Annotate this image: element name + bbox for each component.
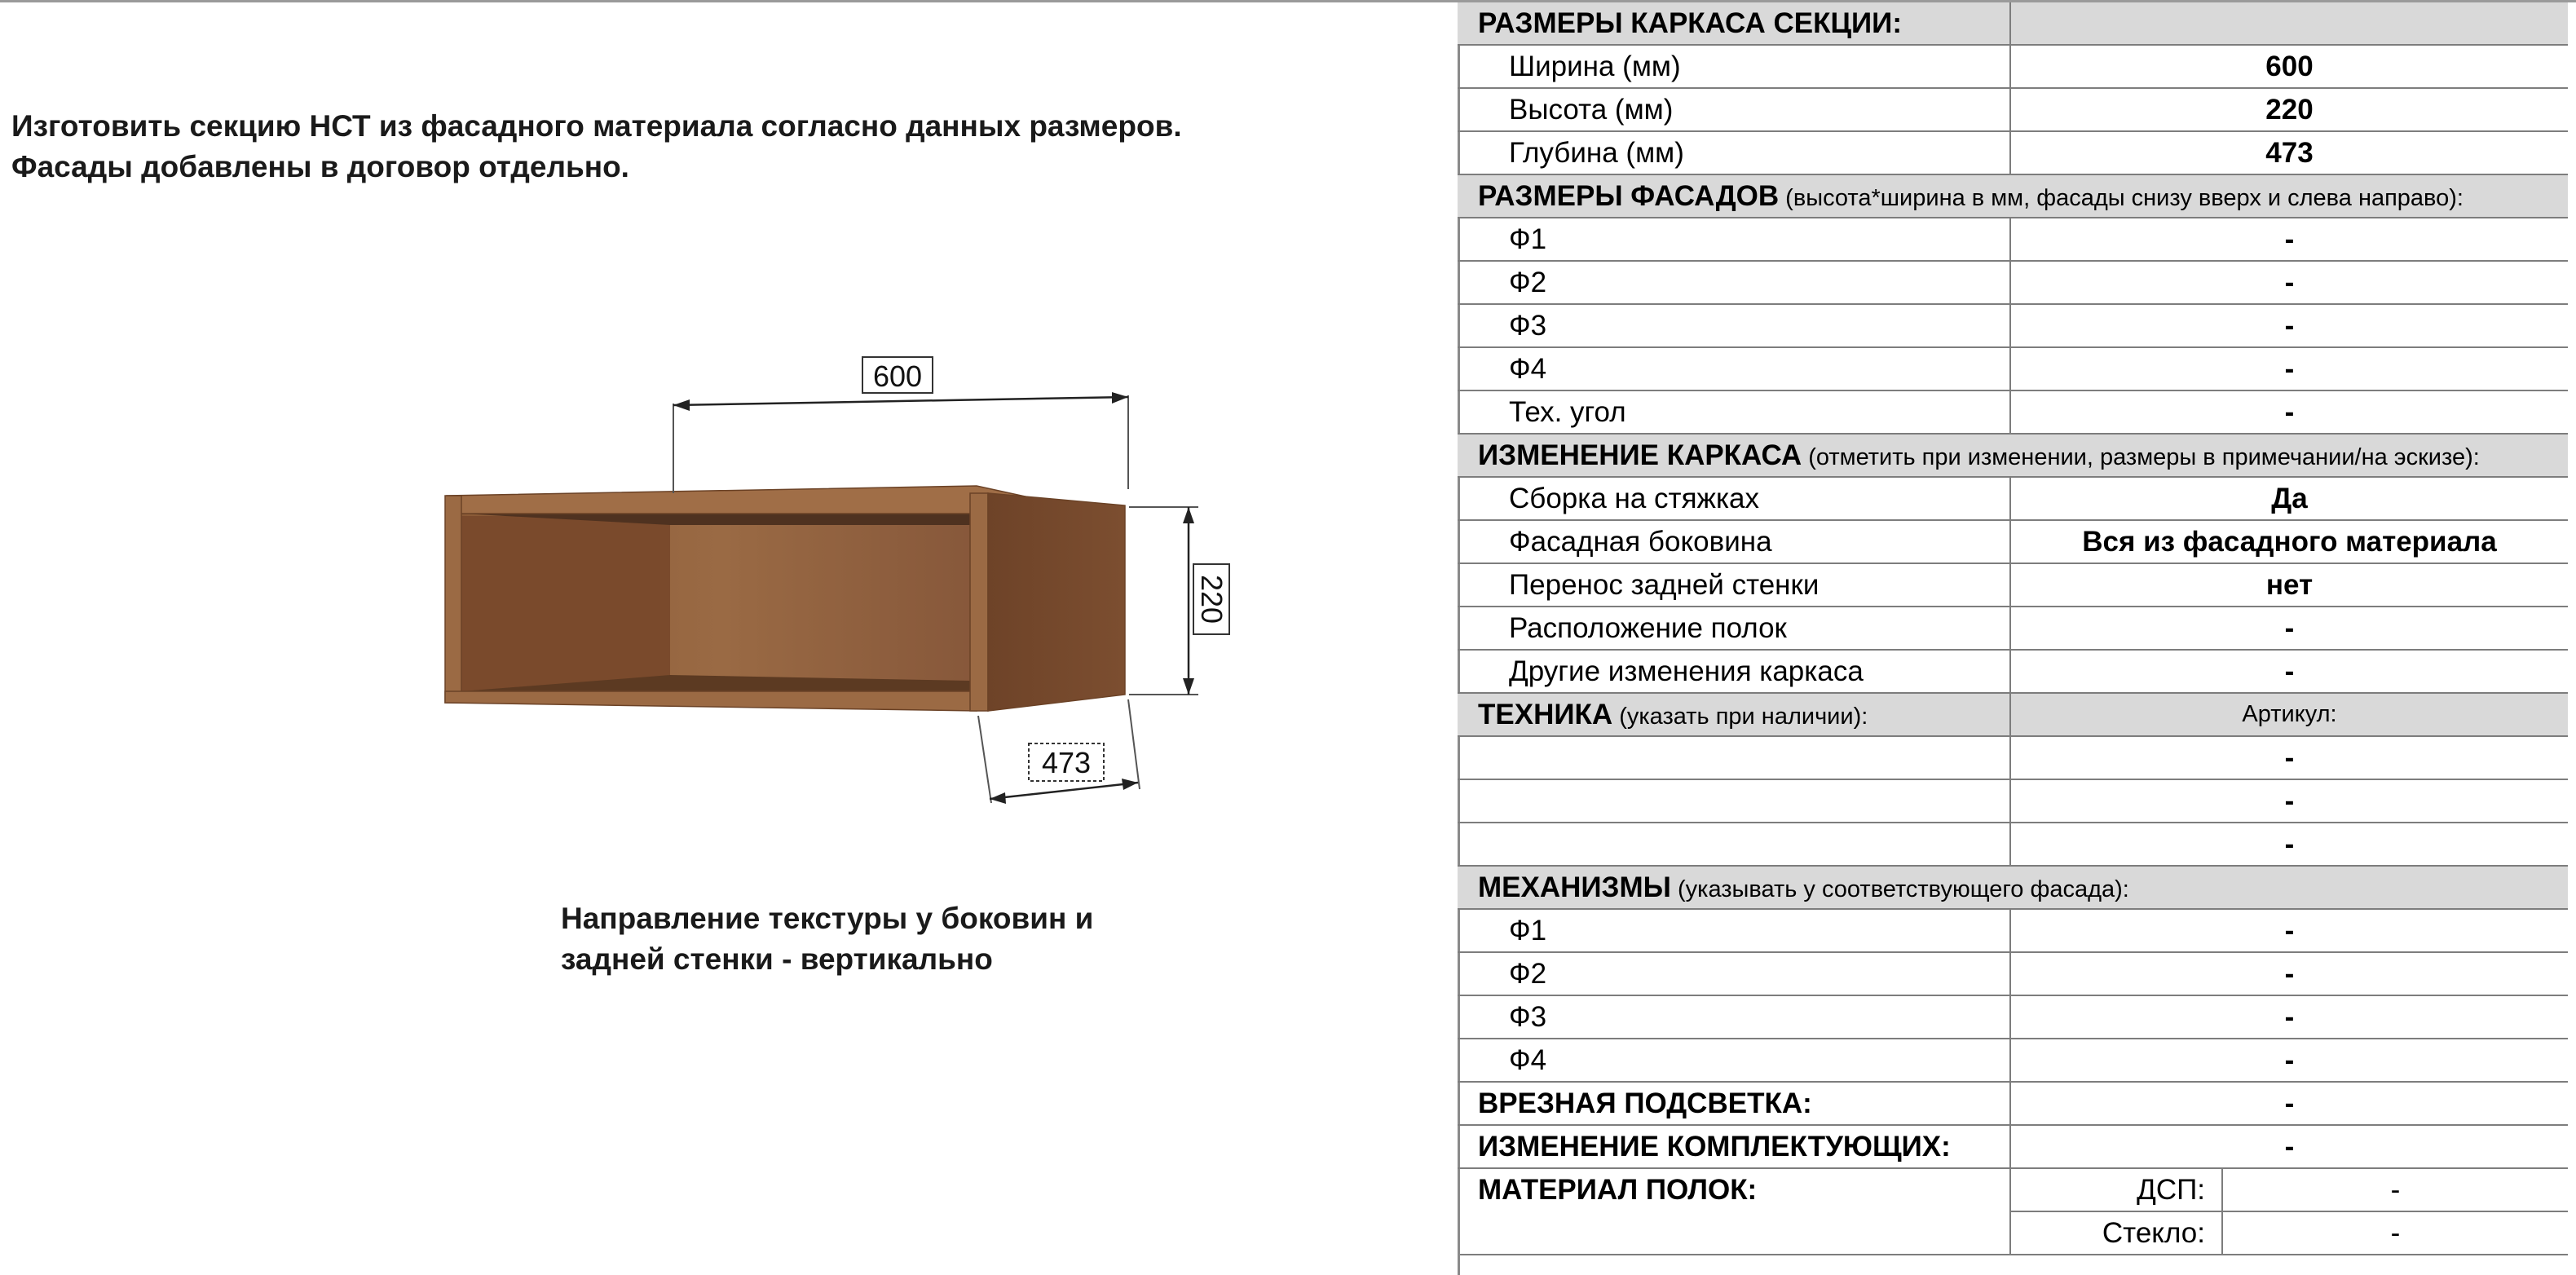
shelves-position-value[interactable]: - bbox=[2284, 612, 2295, 644]
bottom-panel bbox=[445, 691, 977, 711]
height-dimension bbox=[1129, 507, 1229, 695]
shelf-material-row-glass bbox=[2011, 1212, 2568, 1255]
width-dimension bbox=[673, 357, 1128, 493]
texture-note-line-1: Направление текстуры у боковин и bbox=[561, 902, 1094, 935]
change-header-note: (отметить при изменении, размеры в примечании/на эскизе): bbox=[1802, 444, 2480, 470]
mech-header-title: МЕХАНИЗМЫ bbox=[1478, 871, 1671, 903]
facade-side-value[interactable]: Вся из фасадного материала bbox=[2082, 526, 2497, 558]
texture-note-line-2: задней стенки - вертикально bbox=[561, 942, 993, 976]
change-row-facade-side bbox=[1458, 521, 2568, 564]
change-header-row bbox=[1458, 435, 2568, 478]
change-header-title: ИЗМЕНЕНИЕ КАРКАСА bbox=[1478, 439, 1802, 471]
change-row-other bbox=[1458, 651, 2568, 694]
shelves-position-label: Расположение полок bbox=[1460, 607, 2011, 649]
dim-height-label: 220 bbox=[1195, 574, 1228, 624]
tech-1-label[interactable] bbox=[1460, 737, 2011, 779]
carcass-depth-label: Глубина (мм) bbox=[1460, 132, 2011, 174]
facades-header-row bbox=[1458, 175, 2568, 218]
dim-depth-label: 473 bbox=[1041, 746, 1092, 779]
carcass-row-depth bbox=[1458, 132, 2568, 175]
facade-row-tech-corner bbox=[1458, 391, 2568, 435]
facade-2-value[interactable]: - bbox=[2284, 267, 2295, 298]
facades-header-note: (высота*ширина в мм, фасады снизу вверх и слева направо): bbox=[1779, 185, 2464, 211]
back-wall-label: Перенос задней стенки bbox=[1460, 564, 2011, 606]
mech-4-value[interactable]: - bbox=[2284, 1044, 2295, 1076]
facade-4-label: Ф4 bbox=[1460, 348, 2011, 390]
facade-side-label: Фасадная боковина bbox=[1460, 521, 2011, 562]
shelf-material-row-chipboard bbox=[2011, 1169, 2568, 1212]
tech-corner-label: Тех. угол bbox=[1460, 391, 2011, 433]
spec-table bbox=[1458, 2, 2568, 1275]
mech-row-1 bbox=[1458, 910, 2568, 953]
lighting-label: ВРЕЗНАЯ ПОДСВЕТКА: bbox=[1460, 1083, 2011, 1124]
mech-2-label: Ф2 bbox=[1460, 953, 2011, 995]
left-inner-side bbox=[461, 516, 670, 703]
left-side-edge bbox=[445, 496, 461, 703]
texture-note bbox=[561, 898, 1295, 980]
mech-2-value[interactable]: - bbox=[2284, 958, 2295, 990]
change-header bbox=[1460, 435, 2568, 476]
right-side-panel bbox=[988, 493, 1125, 711]
assembly-label: Сборка на стяжках bbox=[1460, 478, 2011, 519]
components-label: ИЗМЕНЕНИЕ КОМПЛЕКТУЮЩИХ: bbox=[1460, 1126, 2011, 1167]
tech-article-header: Артикул: bbox=[2242, 701, 2337, 727]
mech-header-note: (указывать у соответствующего фасада): bbox=[1670, 876, 2129, 902]
change-row-back-wall bbox=[1458, 564, 2568, 607]
depth-dimension bbox=[978, 699, 1140, 804]
shelf-glass-value[interactable]: - bbox=[2390, 1217, 2401, 1249]
intro-line-2: Фасады добавлены в договор отдельно. bbox=[11, 150, 629, 183]
carcass-row-width bbox=[1458, 46, 2568, 89]
carcass-height-label: Высота (мм) bbox=[1460, 89, 2011, 130]
shelf-chipboard-value[interactable]: - bbox=[2390, 1174, 2401, 1206]
shelf-chipboard-label: ДСП: bbox=[2011, 1169, 2223, 1211]
carcass-depth-value[interactable]: 473 bbox=[2265, 137, 2314, 169]
intro-text bbox=[11, 106, 1397, 188]
tech-row-1 bbox=[1458, 737, 2568, 780]
lighting-value[interactable]: - bbox=[2284, 1088, 2295, 1119]
cabinet-drawing bbox=[424, 342, 1288, 815]
facade-1-value[interactable]: - bbox=[2284, 223, 2295, 255]
tech-2-value[interactable]: - bbox=[2284, 785, 2295, 817]
change-row-assembly bbox=[1458, 478, 2568, 521]
facade-2-label: Ф2 bbox=[1460, 262, 2011, 303]
back-wall-value[interactable]: нет bbox=[2265, 569, 2314, 601]
right-side-edge bbox=[970, 493, 988, 711]
mech-row-3 bbox=[1458, 996, 2568, 1039]
mech-1-value[interactable]: - bbox=[2284, 915, 2295, 946]
tech-row-3 bbox=[1458, 823, 2568, 867]
carcass-height-value[interactable]: 220 bbox=[2265, 94, 2314, 126]
carcass-header-row bbox=[1458, 2, 2568, 46]
facade-1-label: Ф1 bbox=[1460, 218, 2011, 260]
carcass-width-value[interactable]: 600 bbox=[2265, 51, 2314, 82]
carcass-header: РАЗМЕРЫ КАРКАСА СЕКЦИИ: bbox=[1460, 2, 2011, 44]
facade-3-value[interactable]: - bbox=[2284, 310, 2295, 342]
facade-4-value[interactable]: - bbox=[2284, 353, 2295, 385]
intro-line-1: Изготовить секцию НСТ из фасадного материала согласно данных размеров. bbox=[11, 109, 1182, 143]
change-row-shelves bbox=[1458, 607, 2568, 651]
mech-3-label: Ф3 bbox=[1460, 996, 2011, 1038]
carcass-width-label: Ширина (мм) bbox=[1460, 46, 2011, 87]
components-value[interactable]: - bbox=[2284, 1131, 2295, 1162]
mech-1-label: Ф1 bbox=[1460, 910, 2011, 951]
facade-row-2 bbox=[1458, 262, 2568, 305]
facade-row-4 bbox=[1458, 348, 2568, 391]
tech-header-row bbox=[1458, 694, 2568, 737]
mech-header-row bbox=[1458, 867, 2568, 910]
top-panel bbox=[447, 486, 1029, 514]
facades-header bbox=[1460, 175, 2568, 217]
mech-3-value[interactable]: - bbox=[2284, 1001, 2295, 1033]
other-changes-label: Другие изменения каркаса bbox=[1460, 651, 2011, 692]
facade-row-3 bbox=[1458, 305, 2568, 348]
assembly-value[interactable]: Да bbox=[2271, 483, 2308, 514]
shelf-material-label: МАТЕРИАЛ ПОЛОК: bbox=[1460, 1169, 2011, 1255]
tech-header-title: ТЕХНИКА bbox=[1478, 699, 1613, 730]
tech-corner-value[interactable]: - bbox=[2284, 396, 2295, 428]
other-changes-value[interactable]: - bbox=[2284, 655, 2295, 687]
lighting-row bbox=[1458, 1083, 2568, 1126]
tech-2-label[interactable] bbox=[1460, 780, 2011, 822]
tech-row-2 bbox=[1458, 780, 2568, 823]
shelf-glass-label: Стекло: bbox=[2011, 1212, 2223, 1254]
tech-header bbox=[1460, 694, 2011, 735]
tech-header-note: (указать при наличии): bbox=[1612, 704, 1868, 730]
mech-4-label: Ф4 bbox=[1460, 1039, 2011, 1081]
facade-3-label: Ф3 bbox=[1460, 305, 2011, 346]
components-row bbox=[1458, 1126, 2568, 1169]
mech-row-4 bbox=[1458, 1039, 2568, 1083]
mech-header bbox=[1460, 867, 2568, 908]
facade-row-1 bbox=[1458, 218, 2568, 262]
dim-width-label: 600 bbox=[872, 360, 923, 393]
tech-3-label[interactable] bbox=[1460, 823, 2011, 865]
carcass-row-height bbox=[1458, 89, 2568, 132]
tech-1-value[interactable]: - bbox=[2284, 742, 2295, 774]
tech-3-value[interactable]: - bbox=[2284, 828, 2295, 860]
facades-header-title: РАЗМЕРЫ ФАСАДОВ bbox=[1478, 180, 1780, 212]
mech-row-2 bbox=[1458, 953, 2568, 996]
